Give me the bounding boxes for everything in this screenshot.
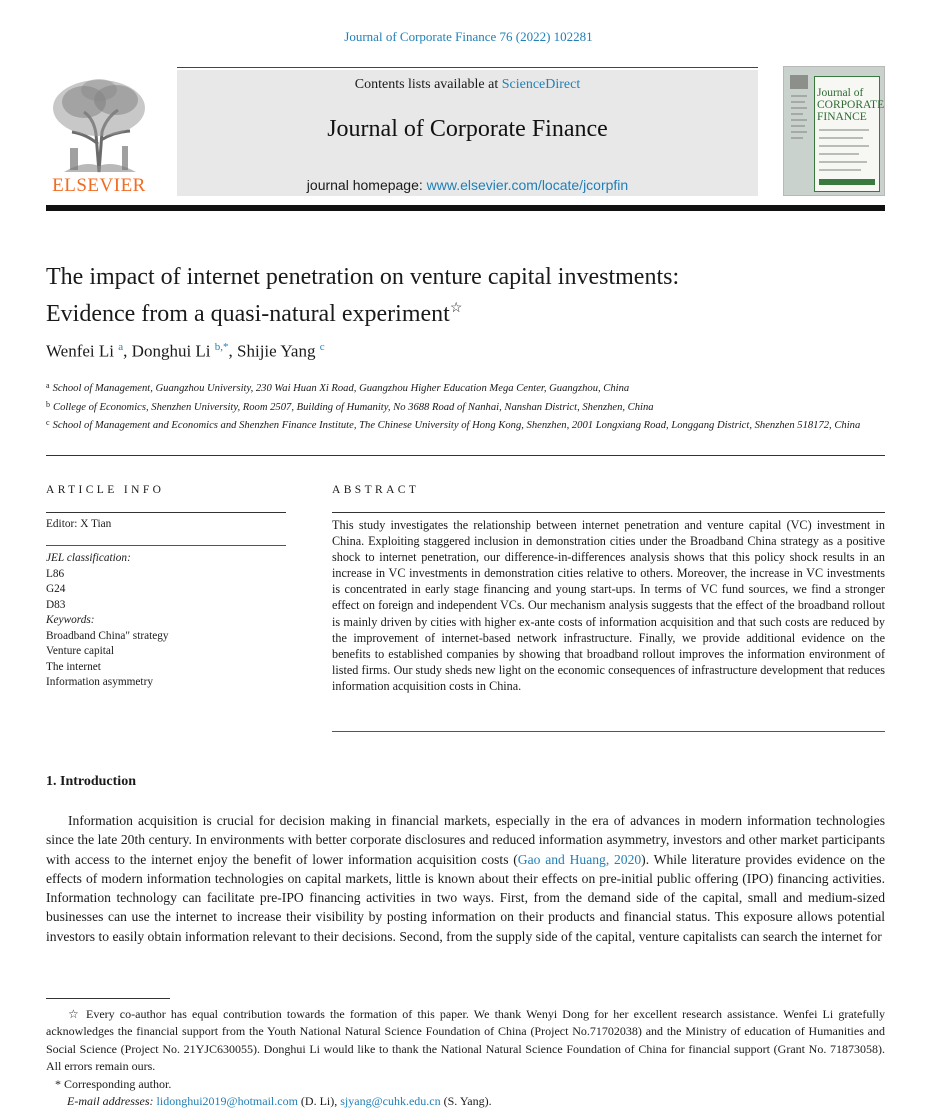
journal-name: Journal of Corporate Finance	[327, 116, 608, 142]
author-name[interactable]: Donghui Li	[131, 341, 211, 361]
editor-line: Editor: X Tian	[46, 518, 112, 530]
keyword-item: The internet	[46, 660, 101, 673]
sciencedirect-link[interactable]: ScienceDirect	[501, 77, 581, 92]
email-link[interactable]: sjyang@cuhk.edu.cn	[340, 1094, 441, 1109]
jel-code: D83	[46, 598, 66, 611]
keyword-item: Broadband China" strategy	[46, 629, 169, 642]
author-name[interactable]: Wenfei Li	[46, 341, 115, 361]
title-footnote-star[interactable]: ☆	[449, 301, 463, 316]
citation-link[interactable]: Gao and Huang, 2020	[517, 851, 642, 867]
classification-block	[46, 551, 286, 691]
keyword-item: Venture capital	[46, 645, 115, 657]
homepage-link[interactable]: www.elsevier.com/locate/jcorpfin	[426, 177, 629, 193]
keywords-label: Keywords:	[46, 614, 95, 626]
jel-code: G24	[46, 583, 66, 595]
affiliations	[46, 378, 886, 434]
abstract-rule	[332, 512, 885, 513]
homepage-prefix: journal homepage:	[306, 177, 427, 193]
cover-sidebar-icon	[788, 73, 810, 191]
introduction-heading: 1. Introduction	[46, 774, 136, 789]
affiliation-item: $^b$ College of Economics, Shenzhen University, Room 2507, Building of Humanity, No 3688 Road of Nanhai, Nanshan District, Shenzhen, China	[46, 399, 654, 413]
section-divider	[46, 455, 885, 456]
footnote-rule	[46, 998, 170, 999]
author-affil-ref[interactable]: a	[118, 341, 124, 353]
keyword-item: Information asymmetry	[46, 676, 153, 688]
author-list: Wenfei Li $^a$, Donghui Li $^{b,*}$, Shijie Yang $^c$	[46, 341, 325, 361]
cover-panel	[814, 76, 885, 192]
elsevier-wordmark[interactable]: ELSEVIER	[52, 175, 146, 196]
jel-code: L86	[46, 567, 65, 580]
article-info-rule	[46, 512, 286, 513]
article-info-rule	[46, 545, 286, 546]
article-info-heading: ARTICLE INFO	[46, 484, 165, 496]
cover-title: Journal of CORPORATE FINANCE	[817, 87, 885, 123]
journal-citation[interactable]: Journal of Corporate Finance 76 (2022) 102281	[344, 29, 593, 44]
abstract-rule	[332, 731, 885, 732]
introduction-paragraph: Information acquisition is crucial for decision making in financial markets, especially in the era of advances in modern information technologies since the late 20th century. In environments with better corporate disclosures and reduced information asymmetry, investors and other market participants with access to the internet enjoy the benefit of lower information acquisition costs (Gao and Huang, 2020). While literature provides evidence on the effects of modern information technologies on capital markets, little is known about their effects on pre-initial public offering (IPO) financing activities. Information technology can facilitate pre-IPO financing activities in two ways. First, from the demand side of the capital, small and medium-sized businesses can use the internet to increase their visibility by posting information on their products and financial status. This exposure allows potential investors to easily obtain information relevant to their decisions. Second, from the supply side of the capital, venture capitalists can search the internet for	[46, 813, 885, 944]
author-affil-ref[interactable]: c	[319, 341, 325, 353]
abstract-text: This study investigates the relationship between internet penetration and venture capital (VC) investment in China. Exploiting staggered inclusion in demonstration cities under the Broadband China strategy as a positive shock to internet penetration, our difference-in-differences analysis shows that this policy shock results in an increase in VC investments in demonstration cities relative to others. Moreover, the increase in VC investments is concentrated in early stage financing and young start-ups. In terms of VC fund sources, we find a stronger effect on foreign and independent VCs. Our mechanism analysis suggests that the effect of the broadband rollout is mainly driven by cities with higher ex-ante costs of information acquisition and that such costs are reduced by the improvement of internet-based network infrastructure. Finally, we provide additional evidence on the benefits to established companies by showing that broadband rollout improves the information environment of listed firms. Our study sheds new light on the economic consequences of infrastructure development that reduces information acquisition costs in China.	[332, 518, 885, 693]
journal-homepage	[177, 177, 758, 193]
abstract-heading: ABSTRACT	[332, 484, 420, 496]
contents-line	[177, 77, 758, 93]
contents-prefix: Contents lists available at	[354, 77, 502, 92]
cover-contents-icon	[819, 129, 875, 187]
masthead-bottom-rule	[46, 205, 885, 211]
email-link[interactable]: lidonghui2019@hotmail.com	[156, 1094, 298, 1109]
journal-cover-image[interactable]	[783, 66, 885, 196]
affiliation-item: $^a$ School of Management, Guangzhou University, 230 Wai Huan Xi Road, Guangzhou Higher Education Mega Center, Guangzhou, China	[46, 381, 630, 394]
jel-label: JEL classification:	[46, 552, 131, 564]
footnotes	[46, 1006, 885, 1110]
corresponding-author-note: * Corresponding author.	[55, 1076, 172, 1091]
paper-title: The impact of internet penetration on venture capital investments: Evidence from a quasi-natural experiment☆	[46, 264, 680, 327]
author-name[interactable]: Shijie Yang	[237, 341, 316, 361]
email-line: E-mail addresses: lidonghui2019@hotmail.com (D. Li), sjyang@cuhk.edu.cn (S. Yang).	[67, 1094, 492, 1109]
funding-footnote: ☆ Every co-author has equal contribution towards the formation of this paper. We thank Wenyi Dong for her excellent research assistance. Wenfei Li gratefully acknowledges the financial support from the Youth National Natural Science Foundation of China (Project No.71702038) and the Ministry of education of Humanities and Social Science (Project No. 21YJC630055). Donghui Li would like to thank the National Natural Science Foundation of China for financial support (Grant No. 71873058). All errors remain ours.	[46, 1007, 885, 1074]
affiliation-item: $^c$ School of Management and Economics and Shenzhen Finance Institute, The Chinese University of Hong Kong, Shenzhen, 2001 Longxiang Road, Longgang District, Shenzhen 518172, China	[46, 418, 861, 431]
author-affil-ref[interactable]: b,*	[214, 341, 229, 353]
masthead-top-rule	[177, 67, 758, 68]
